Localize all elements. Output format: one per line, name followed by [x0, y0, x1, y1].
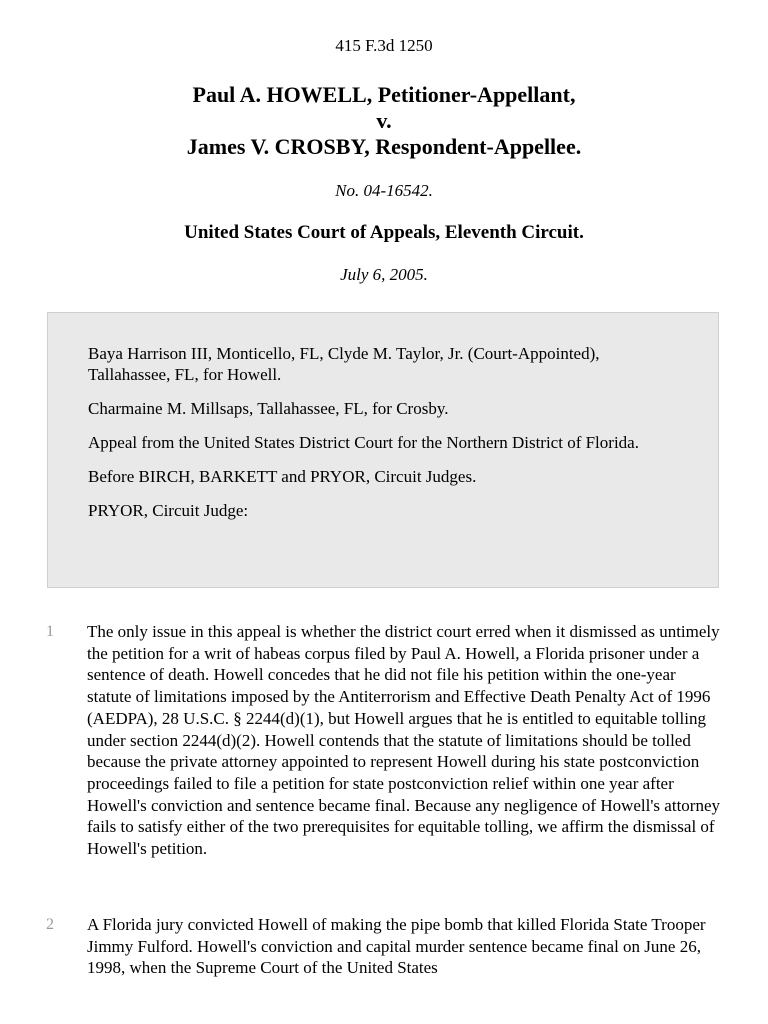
case-citation: 415 F.3d 1250	[335, 36, 433, 55]
appeal-from: Appeal from the United States District Court for the Northern District of Florida.	[88, 433, 639, 452]
opinion-author: PRYOR, Circuit Judge:	[88, 501, 249, 520]
paragraph-text: A Florida jury convicted Howell of making the pipe bomb that killed Florida State Trooper Jimmy Fulford. Howell's conviction and capital murder sentence became final on June 26, 1998, when the Supreme Court of the United States	[87, 915, 706, 978]
counsel-info-box	[47, 312, 719, 588]
versus-label: v.	[376, 108, 392, 133]
docket-number: No. 04-16542.	[335, 181, 433, 200]
counsel-petitioner: Baya Harrison III, Monticello, FL, Clyde M. Taylor, Jr. (Court-Appointed), Tallahassee, FL, for Howell.	[88, 344, 600, 384]
counsel-respondent: Charmaine M. Millsaps, Tallahassee, FL, for Crosby.	[88, 399, 449, 418]
panel-judges: Before BIRCH, BARKETT and PRYOR, Circuit Judges.	[88, 467, 477, 486]
case-caption	[0, 82, 768, 160]
paragraph-number: 1	[46, 623, 54, 640]
decision-date: July 6, 2005.	[340, 265, 428, 284]
paragraph-number: 2	[46, 916, 54, 933]
court-name: United States Court of Appeals, Eleventh Circuit.	[184, 222, 584, 243]
paragraph-text: The only issue in this appeal is whether the district court erred when it dismissed as untimely the petition for a writ of habeas corpus filed by Paul A. Howell, a Florida prisoner under a sentence of death. Howell concedes that he did not file his petition within the one-year statute of limitations imposed by the Antiterrorism and Effective Death Penalty Act of 1996 (AEDPA), 28 U.S.C. § 2244(d)(1), but Howell argues that he is entitled to equitable tolling under section 2244(d)(2). Howell contends that the statute of limitations should be tolled because the private attorney appointed to represent Howell during his state postconviction proceedings failed to file a petition for state postconviction relief within one year after Howell's conviction and sentence became final. Because any negligence of Howell's attorney fails to satisfy either of the two prerequisites for equitable tolling, we affirm the dismissal of Howell's petition.	[87, 622, 721, 859]
petitioner-name: Paul A. HOWELL, Petitioner-Appellant,	[192, 82, 576, 107]
respondent-name: James V. CROSBY, Respondent-Appellee.	[186, 134, 582, 159]
